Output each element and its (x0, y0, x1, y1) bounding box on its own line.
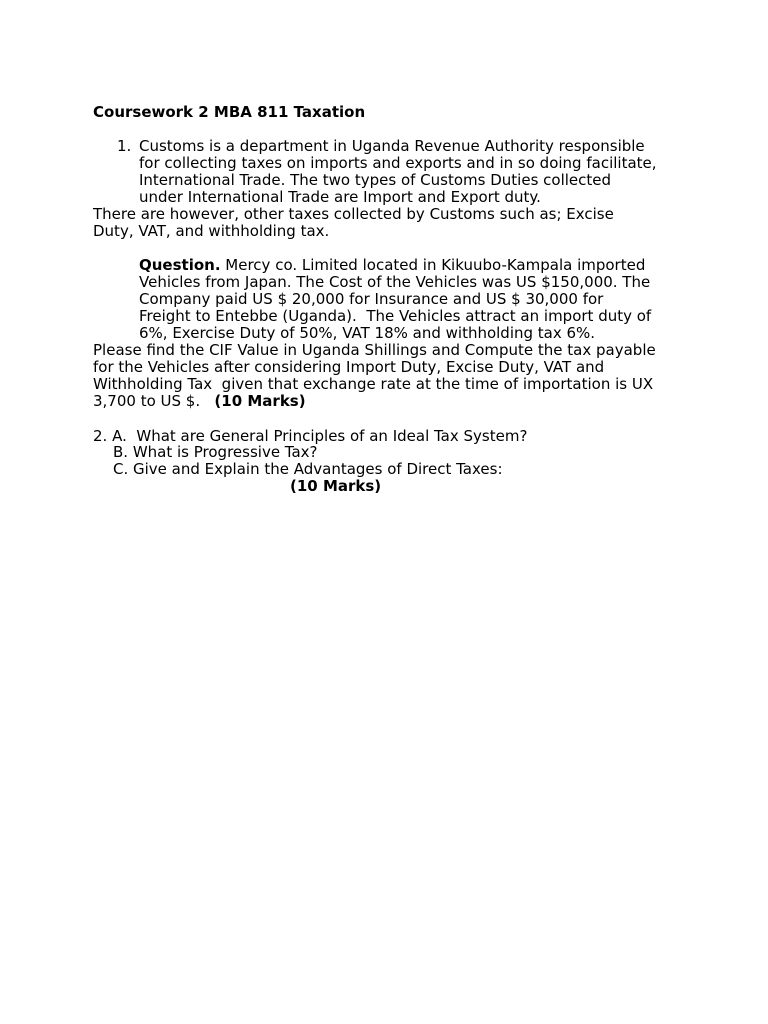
q1-intro-line-2: for collecting taxes on imports and exports and in so doing facilitate, (139, 154, 657, 172)
document-title: Coursework 2 MBA 811 Taxation (93, 103, 366, 121)
question-1-number: 1. (117, 137, 132, 155)
q1-task-line-2: for the Vehicles after considering Import Duty, Excise Duty, VAT and (93, 358, 605, 376)
q1-question-line-4: Freight to Entebbe (Uganda). The Vehicles attract an import duty of (139, 307, 652, 325)
q2-part-b: B. What is Progressive Tax? (113, 443, 318, 461)
question-label: Question. (139, 256, 221, 274)
q1-question-line-5: 6%, Exercise Duty of 50%, VAT 18% and withholding tax 6%. (139, 324, 596, 342)
q1-question-line-2: Vehicles from Japan. The Cost of the Vehicles was US $150,000. The (139, 273, 651, 291)
q1-task-line-4 (93, 393, 306, 410)
q1-task-line-1: Please find the CIF Value in Uganda Shillings and Compute the tax payable (93, 341, 656, 359)
q1-question-line-3: Company paid US $ 20,000 for Insurance and US $ 30,000 for (139, 290, 604, 308)
q2-part-c: C. Give and Explain the Advantages of Direct Taxes: (113, 460, 503, 478)
task-last-text: 3,700 to US $. (93, 392, 215, 410)
question-first-text: Mercy co. Limited located in Kikuubo-Kampala imported (220, 256, 646, 274)
q2-part-a: 2. A. What are General Principles of an Ideal Tax System? (93, 427, 528, 445)
q1-intro-line-1: Customs is a department in Uganda Revenue Authority responsible (139, 137, 645, 155)
q1-marks: (10 Marks) (214, 392, 306, 410)
q1-intro-line-4: under International Trade are Import and Export duty. (139, 188, 541, 206)
q1-question-line-1 (139, 257, 645, 274)
q1-extra-line-1: There are however, other taxes collected by Customs such as; Excise (93, 205, 614, 223)
q1-task-line-3: Withholding Tax given that exchange rate at the time of importation is UX (93, 375, 654, 393)
q1-intro-line-3: International Trade. The two types of Customs Duties collected (139, 171, 612, 189)
q2-marks: (10 Marks) (290, 477, 382, 495)
q1-extra-line-2: Duty, VAT, and withholding tax. (93, 222, 330, 240)
